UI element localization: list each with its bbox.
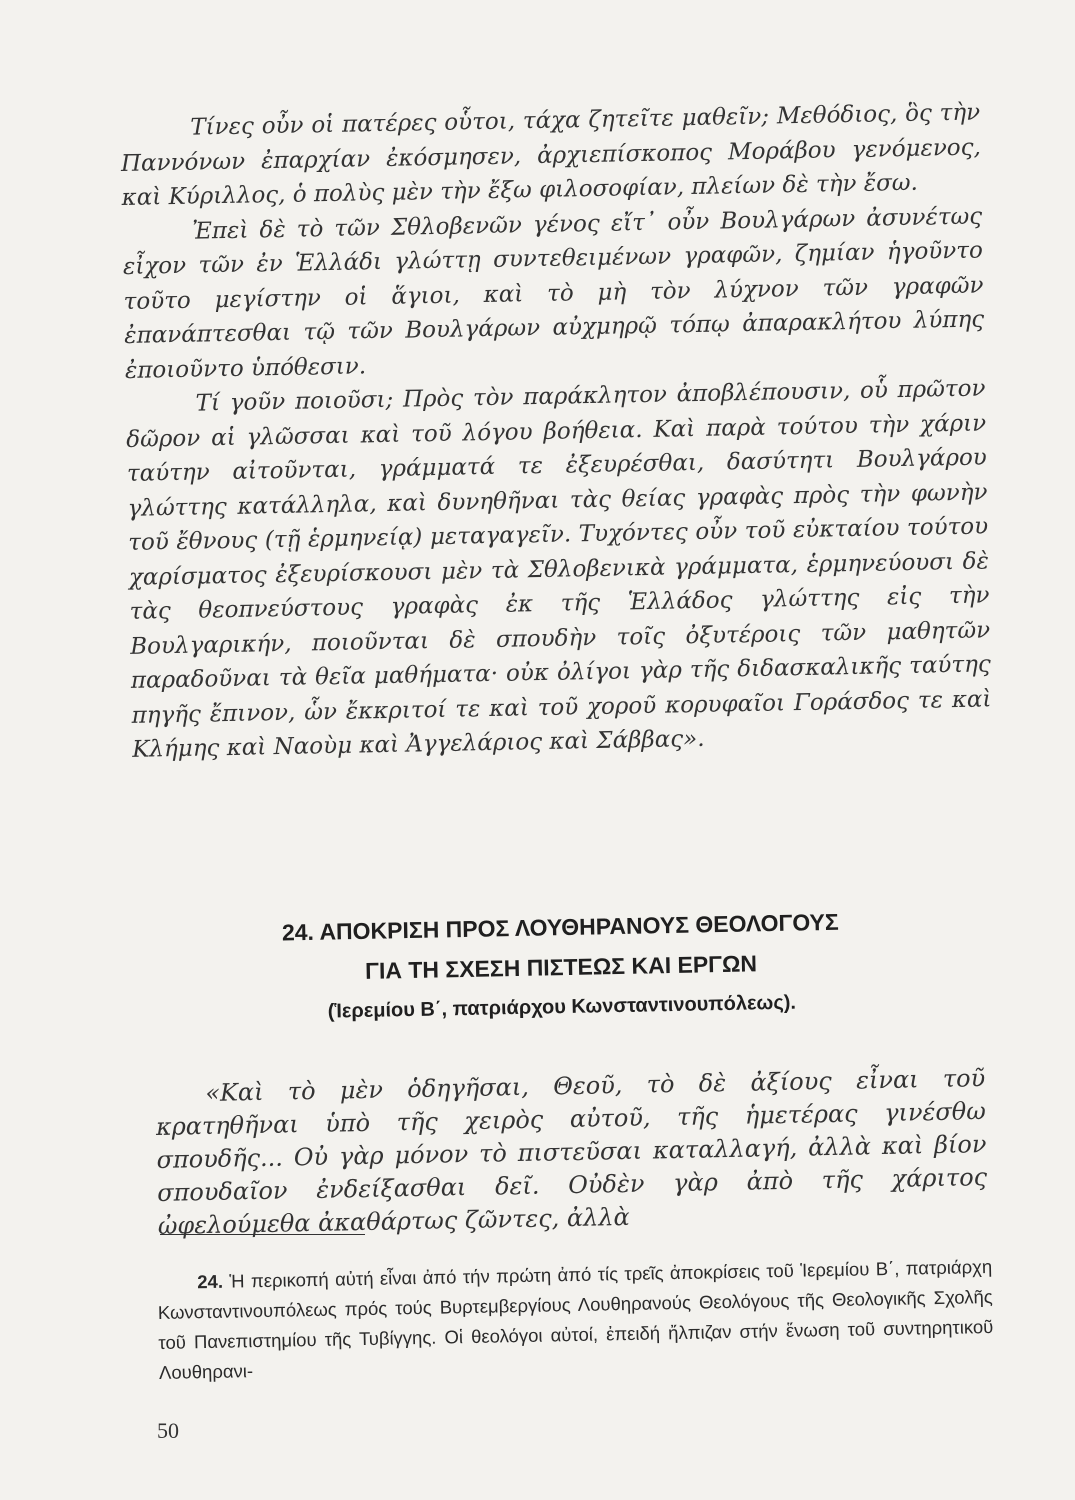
paragraph-2: Ἐπεὶ δὲ τὸ τῶν Σθλοβενῶν γένος εἴτ᾽ οὖν Βουλγάρων ἀσυνέτως εἶχον τῶν ἐν Ἑλλάδι γλώττῃ συντεθειμένων γραφῶν, ζημίαν ἡγοῦντο τοῦτο μεγίστην οἱ ἅγιοι, καὶ τὸ μὴ τὸν λύχνον τῶν γραφῶν ἐπανάπτεσθαι τῷ τῶν Βουλγάρων αὐχμηρῷ τόπῳ ἀπαρακλήτου λύπης ἐποιοῦντο ὑπόθεσιν.: [122, 202, 985, 384]
footnote-text: Ἡ περικοπή αὐτή εἶναι ἀπό τήν πρώτη ἀπό τίς τρεῖς ἀποκρίσεις τοῦ Ἱερεμίου Β΄, πατριάρχη Κωνσταντινουπόλεως πρός τούς Βυρτεμβεργίους Λουθηρανούς Θεολόγους τῆς Θεολογικῆς Σχολῆς τοῦ Πανεπιστημίου τῆς Τυβίγγης. Οἱ θεολόγοι αὐτοί, ἐπειδή ἤλπιζαν στήν ἕνωση τοῦ συντηρητικοῦ Λουθηρανι-: [157, 1255, 994, 1383]
footnote-number: 24.: [197, 1270, 224, 1293]
quotation: [155, 1062, 988, 1243]
section-subtitle: (Ἱερεμίου Β΄, πατριάρχου Κωνσταντινουπόλεως).: [327, 991, 797, 1023]
main-text: [120, 95, 992, 767]
section-title-line-2: ΓΙΑ ΤΗ ΣΧΕΣΗ ΠΙΣΤΕΩΣ ΚΑΙ ΕΡΓΩΝ: [364, 950, 758, 984]
section-heading: [150, 899, 972, 1035]
footnote-divider: [160, 1234, 365, 1235]
page-number: 50: [157, 1418, 179, 1443]
section-title-line-1: 24. ΑΠΟΚΡΙΣΗ ΠΡΟΣ ΛΟΥΘΗΡΑΝΟΥΣ ΘΕΟΛΟΓΟΥΣ: [281, 908, 839, 946]
footnote: [157, 1252, 994, 1388]
paragraph-3: Τί γοῦν ποιοῦσι; Πρὸς τὸν παράκλητον ἀποβλέπουσιν, οὗ πρῶτον δῶρον αἱ γλῶσσαι καὶ τοῦ λόγου βοήθεια. Καὶ παρὰ τούτου τὴν χάριν ταύτην αἰτοῦνται, γράμματά τε ἐξευρέσθαι, δασύτητι Βουλγάρου γλώττης κατάλληλα, καὶ δυνηθῆναι τὰς θείας γραφὰς πρὸς τὴν φωνὴν τοῦ ἔθνους (τῇ ἑρμηνείᾳ) μεταγαγεῖν. Τυχόντες οὖν τοῦ εὐκταίου τούτου χαρίσματος ἐξευρίσκουσι μὲν τὰ Σθλοβενικὰ γράμματα, ἑρμηνεύουσι δὲ τὰς θεοπνεύστους γραφὰς ἐκ τῆς Ἑλλάδος γλώττης εἰς τὴν Βουλγαρικήν, ποιοῦνται δὲ σπουδὴν τοῖς ὀξυτέροις τῶν μαθητῶν παραδοῦναι τὰ θεῖα μαθήματα· οὐκ ὀλίγοι γὰρ τῆς διδασκαλικῆς ταύτης πηγῆς ἔπινον, ὧν ἔκκριτοί τε καὶ τοῦ χοροῦ κορυφαῖοι Γοράσδος τε καὶ Κλήμης καὶ Ναοὺμ καὶ Ἀγγελάριος καὶ Σάββας».: [126, 375, 992, 763]
paragraph-1: Τίνες οὖν οἱ πατέρες οὗτοι, τάχα ζητεῖτε μαθεῖν; Μεθόδιος, ὃς τὴν Παννόνων ἐπαρχίαν ἐκόσμησεν, ἀρχιεπίσκοπος Μοράβου γενόμενος, καὶ Κύριλλος, ὁ πολὺς μὲν τὴν ἔξω φιλοσοφίαν, πλείων δὲ τὴν ἔσω.: [120, 99, 982, 211]
quotation-text: «Καὶ τὸ μὲν ὁδηγῆσαι, Θεοῦ, τὸ δὲ ἀξίους εἶναι τοῦ κρατηθῆναι ὑπὸ τῆς χειρὸς αὐτοῦ, τῆς ἡμετέρας γινέσθω σπουδῆς... Οὐ γὰρ μόνον τὸ πιστεῦσαι καταλλαγή, ἀλλὰ καὶ βίον σπουδαῖον ἐνδείξασθαι δεῖ. Οὐδὲν γὰρ ἀπὸ τῆς χάριτος ὠφελούμεθα ἀκαθάρτως ζῶντες, ἀλλὰ: [155, 1064, 988, 1240]
